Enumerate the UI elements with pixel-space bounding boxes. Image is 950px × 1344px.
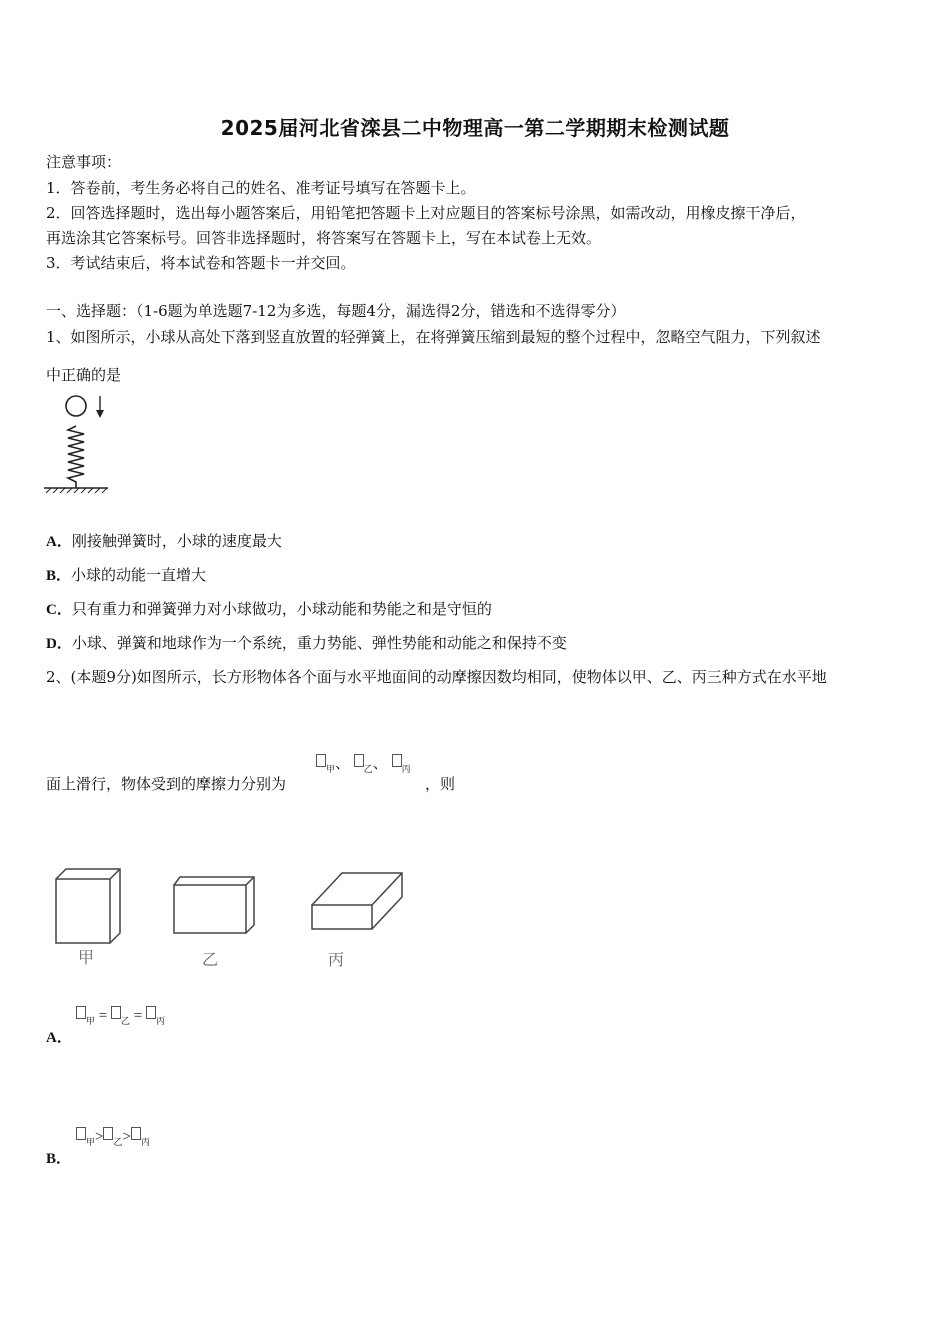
notice-item-2-cont: 再选涂其它答案标号。回答非选择题时，将答案写在答题卡上，写在本试卷上无效。 — [46, 229, 602, 247]
sub-jia: 甲 — [86, 1016, 96, 1026]
q1-stem-line1: 1、如图所示，小球从高处下落到竖直放置的轻弹簧上，在将弹簧压缩到最短的整个过程中，忽略空气阻力，下列叙述 — [46, 328, 821, 346]
q2-stem-line2-post: ，则 — [425, 775, 456, 793]
q1-option-c-letter: C． — [46, 602, 72, 618]
q1-option-a[interactable] — [46, 531, 282, 552]
separator-2: 、 — [372, 756, 388, 772]
q2-option-a-formula — [76, 1006, 165, 1027]
q2-option-b-formula — [76, 1127, 150, 1148]
sub-bing: 丙 — [401, 764, 411, 774]
op: = — [98, 1008, 108, 1024]
missing-glyph-icon — [76, 1006, 86, 1019]
q2-blocks-figure — [50, 865, 410, 975]
page-title: 2025届河北省滦县二中物理高一第二学期期末检测试题 — [220, 116, 730, 140]
missing-glyph-icon — [392, 754, 402, 767]
notice-item-2: 2．回答选择题时，选出每小题答案后，用铅笔把答题卡上对应题目的答案标号涂黑，如需改动，用橡皮擦干净后， — [46, 204, 806, 222]
q2-stem-line2-pre: 面上滑行，物体受到的摩擦力分别为 — [46, 775, 287, 793]
sub-jia: 甲 — [326, 764, 336, 774]
sub-jia: 甲 — [86, 1137, 96, 1147]
block-yi — [174, 877, 254, 933]
op: > — [95, 1129, 104, 1145]
missing-glyph-icon — [103, 1127, 113, 1140]
label-jia: 甲 — [78, 948, 95, 967]
q1-option-c[interactable] — [46, 599, 492, 620]
q1-option-c-text: 只有重力和弹簧弹力对小球做功，小球动能和势能之和是守恒的 — [71, 600, 492, 618]
q1-option-a-text: 刚接触弹簧时，小球的速度最大 — [71, 532, 282, 550]
q1-option-b[interactable] — [46, 565, 206, 586]
q1-option-b-letter: B． — [46, 568, 72, 584]
q2-friction-symbols — [316, 752, 411, 775]
ball-icon — [66, 396, 86, 416]
op: > — [122, 1129, 131, 1145]
notice-heading: 注意事项： — [46, 153, 122, 171]
spring-icon — [68, 426, 84, 488]
block-jia — [56, 869, 120, 943]
missing-glyph-icon — [76, 1127, 86, 1140]
missing-glyph-icon — [146, 1006, 156, 1019]
missing-glyph-icon — [354, 754, 364, 767]
sub-yi: 乙 — [113, 1137, 123, 1147]
q2-option-b[interactable]: B． — [46, 1151, 72, 1167]
missing-glyph-icon — [131, 1127, 141, 1140]
label-bing: 丙 — [328, 950, 345, 969]
q1-option-d-text: 小球、弹簧和地球作为一个系统，重力势能、弹性势能和动能之和保持不变 — [71, 634, 567, 652]
q1-option-a-letter: A． — [46, 534, 72, 550]
q1-option-d[interactable] — [46, 633, 567, 654]
q1-option-d-letter: D． — [46, 636, 72, 652]
q2-option-a[interactable]: A． — [46, 1030, 72, 1046]
sub-yi: 乙 — [120, 1016, 130, 1026]
sub-bing: 丙 — [140, 1137, 150, 1147]
q2-stem-line1: 2、(本题9分)如图所示，长方形物体各个面与水平地面间的动摩擦因数均相同，使物体以甲、乙、丙三种方式在水平地 — [46, 668, 827, 686]
section-heading: 一、选择题：（1-6题为单选题7-12为多选，每题4分，漏选得2分，错选和不选得零分） — [46, 302, 626, 320]
sub-yi: 乙 — [363, 764, 373, 774]
op: = — [133, 1008, 143, 1024]
q1-spring-figure — [40, 392, 120, 502]
separator-1: 、 — [335, 756, 351, 772]
notice-item-3: 3．考试结束后，将本试卷和答题卡一并交回。 — [46, 254, 356, 272]
sub-bing: 丙 — [155, 1016, 165, 1026]
label-yi: 乙 — [202, 950, 219, 969]
missing-glyph-icon — [316, 754, 326, 767]
missing-glyph-icon — [111, 1006, 121, 1019]
notice-item-1: 1．答卷前，考生务必将自己的姓名、准考证号填写在答题卡上。 — [46, 179, 476, 197]
q1-stem-line2: 中正确的是 — [46, 366, 122, 384]
q1-option-b-text: 小球的动能一直增大 — [71, 566, 207, 584]
block-bing — [312, 873, 402, 929]
